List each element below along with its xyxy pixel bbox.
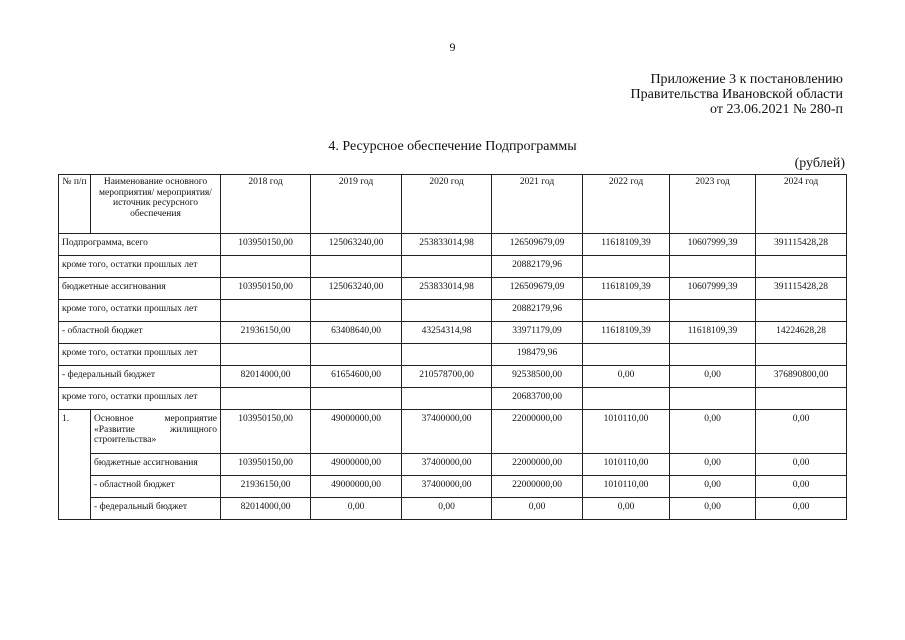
row-label: - федеральный бюджет [91, 498, 221, 520]
value-cell [311, 300, 402, 322]
appendix-line-3: от 23.06.2021 № 280-п [710, 102, 843, 117]
header-year: 2023 год [670, 175, 756, 234]
value-cell [402, 344, 492, 366]
value-cell: 0,00 [583, 366, 670, 388]
value-cell [583, 256, 670, 278]
value-cell [756, 388, 847, 410]
value-cell: 198479,96 [492, 344, 583, 366]
value-cell: 0,00 [756, 410, 847, 454]
value-cell: 11618109,39 [583, 278, 670, 300]
value-cell [670, 388, 756, 410]
value-cell: 61654600,00 [311, 366, 402, 388]
value-cell: 253833014,98 [402, 278, 492, 300]
value-cell: 0,00 [311, 498, 402, 520]
value-cell: 253833014,98 [402, 234, 492, 256]
value-cell: 37400000,00 [402, 410, 492, 454]
row-label: - областной бюджет [91, 476, 221, 498]
value-cell: 126509679,09 [492, 278, 583, 300]
table-row [59, 454, 847, 476]
value-cell [221, 388, 311, 410]
value-cell: 0,00 [492, 498, 583, 520]
value-cell: 103950150,00 [221, 234, 311, 256]
value-cell: 0,00 [670, 410, 756, 454]
table-row [59, 344, 847, 366]
table-row [59, 234, 847, 256]
value-cell: 82014000,00 [221, 498, 311, 520]
value-cell: 82014000,00 [221, 366, 311, 388]
value-cell: 21936150,00 [221, 476, 311, 498]
value-cell: 1010110,00 [583, 476, 670, 498]
value-cell: 14224628,28 [756, 322, 847, 344]
value-cell: 22000000,00 [492, 454, 583, 476]
value-cell: 63408640,00 [311, 322, 402, 344]
activity-row [59, 410, 847, 454]
row-label: кроме того, остатки прошлых лет [59, 300, 221, 322]
row-label: Подпрограмма, всего [59, 234, 221, 256]
resource-table [58, 174, 847, 520]
table-header-row [59, 175, 847, 234]
value-cell: 49000000,00 [311, 410, 402, 454]
value-cell: 0,00 [670, 476, 756, 498]
header-year: 2019 год [311, 175, 402, 234]
value-cell: 0,00 [756, 498, 847, 520]
header-year: 2021 год [492, 175, 583, 234]
appendix-line-2: Правительства Ивановской области [630, 87, 843, 102]
value-cell: 0,00 [756, 476, 847, 498]
header-num: № п/п [59, 175, 91, 234]
value-cell: 37400000,00 [402, 454, 492, 476]
value-cell: 1010110,00 [583, 454, 670, 476]
header-year: 2018 год [221, 175, 311, 234]
value-cell [221, 256, 311, 278]
value-cell: 0,00 [756, 454, 847, 476]
value-cell: 0,00 [670, 366, 756, 388]
value-cell [670, 300, 756, 322]
value-cell [670, 256, 756, 278]
value-cell: 22000000,00 [492, 410, 583, 454]
table-row [59, 476, 847, 498]
appendix-line-1: Приложение 3 к постановлению [650, 72, 843, 87]
value-cell [583, 388, 670, 410]
value-cell: 0,00 [583, 498, 670, 520]
value-cell: 376890800,00 [756, 366, 847, 388]
value-cell: 49000000,00 [311, 454, 402, 476]
value-cell: 125063240,00 [311, 234, 402, 256]
activity-number: 1. [59, 410, 91, 520]
header-year: 2020 год [402, 175, 492, 234]
table-row [59, 278, 847, 300]
value-cell [311, 388, 402, 410]
units-label: (рублей) [794, 156, 845, 171]
value-cell: 0,00 [670, 454, 756, 476]
row-label: - федеральный бюджет [59, 366, 221, 388]
value-cell [756, 256, 847, 278]
value-cell [311, 256, 402, 278]
value-cell: 210578700,00 [402, 366, 492, 388]
value-cell: 11618109,39 [670, 322, 756, 344]
value-cell: 33971179,09 [492, 322, 583, 344]
value-cell: 20882179,96 [492, 300, 583, 322]
value-cell: 391115428,28 [756, 234, 847, 256]
value-cell [670, 344, 756, 366]
value-cell: 11618109,39 [583, 322, 670, 344]
table-row [59, 366, 847, 388]
value-cell: 20882179,96 [492, 256, 583, 278]
section-title: 4. Ресурсное обеспечение Подпрограммы [328, 139, 577, 154]
value-cell: 43254314,98 [402, 322, 492, 344]
value-cell: 10607999,39 [670, 234, 756, 256]
value-cell: 11618109,39 [583, 234, 670, 256]
value-cell: 10607999,39 [670, 278, 756, 300]
row-label: кроме того, остатки прошлых лет [59, 344, 221, 366]
value-cell [221, 344, 311, 366]
table-row [59, 388, 847, 410]
value-cell [756, 344, 847, 366]
value-cell: 103950150,00 [221, 454, 311, 476]
value-cell [402, 300, 492, 322]
header-year: 2024 год [756, 175, 847, 234]
value-cell: 391115428,28 [756, 278, 847, 300]
value-cell [311, 344, 402, 366]
value-cell: 49000000,00 [311, 476, 402, 498]
row-label: - областной бюджет [59, 322, 221, 344]
table-row [59, 300, 847, 322]
value-cell: 125063240,00 [311, 278, 402, 300]
value-cell: 126509679,09 [492, 234, 583, 256]
value-cell [402, 388, 492, 410]
row-label: кроме того, остатки прошлых лет [59, 256, 221, 278]
value-cell: 22000000,00 [492, 476, 583, 498]
row-label: кроме того, остатки прошлых лет [59, 388, 221, 410]
table-row [59, 498, 847, 520]
header-name: Наименование основного мероприятия/ мероприятия/источник ресурсного обеспечения [91, 175, 221, 234]
page-number: 9 [449, 40, 456, 54]
value-cell: 92538500,00 [492, 366, 583, 388]
summary-rows [59, 234, 847, 410]
value-cell: 0,00 [670, 498, 756, 520]
value-cell: 1010110,00 [583, 410, 670, 454]
value-cell: 103950150,00 [221, 410, 311, 454]
row-label: бюджетные ассигнования [59, 278, 221, 300]
value-cell [402, 256, 492, 278]
activity-name: Основное мероприятие «Развитие жилищного строительства» [91, 410, 221, 454]
value-cell [756, 300, 847, 322]
value-cell: 21936150,00 [221, 322, 311, 344]
activity-rows [59, 410, 847, 520]
value-cell [583, 344, 670, 366]
value-cell [221, 300, 311, 322]
appendix-header [631, 72, 843, 117]
value-cell: 20683700,00 [492, 388, 583, 410]
value-cell: 103950150,00 [221, 278, 311, 300]
value-cell [583, 300, 670, 322]
value-cell: 0,00 [402, 498, 492, 520]
table-row [59, 256, 847, 278]
header-year: 2022 год [583, 175, 670, 234]
row-label: бюджетные ассигнования [91, 454, 221, 476]
value-cell: 37400000,00 [402, 476, 492, 498]
table-row [59, 322, 847, 344]
